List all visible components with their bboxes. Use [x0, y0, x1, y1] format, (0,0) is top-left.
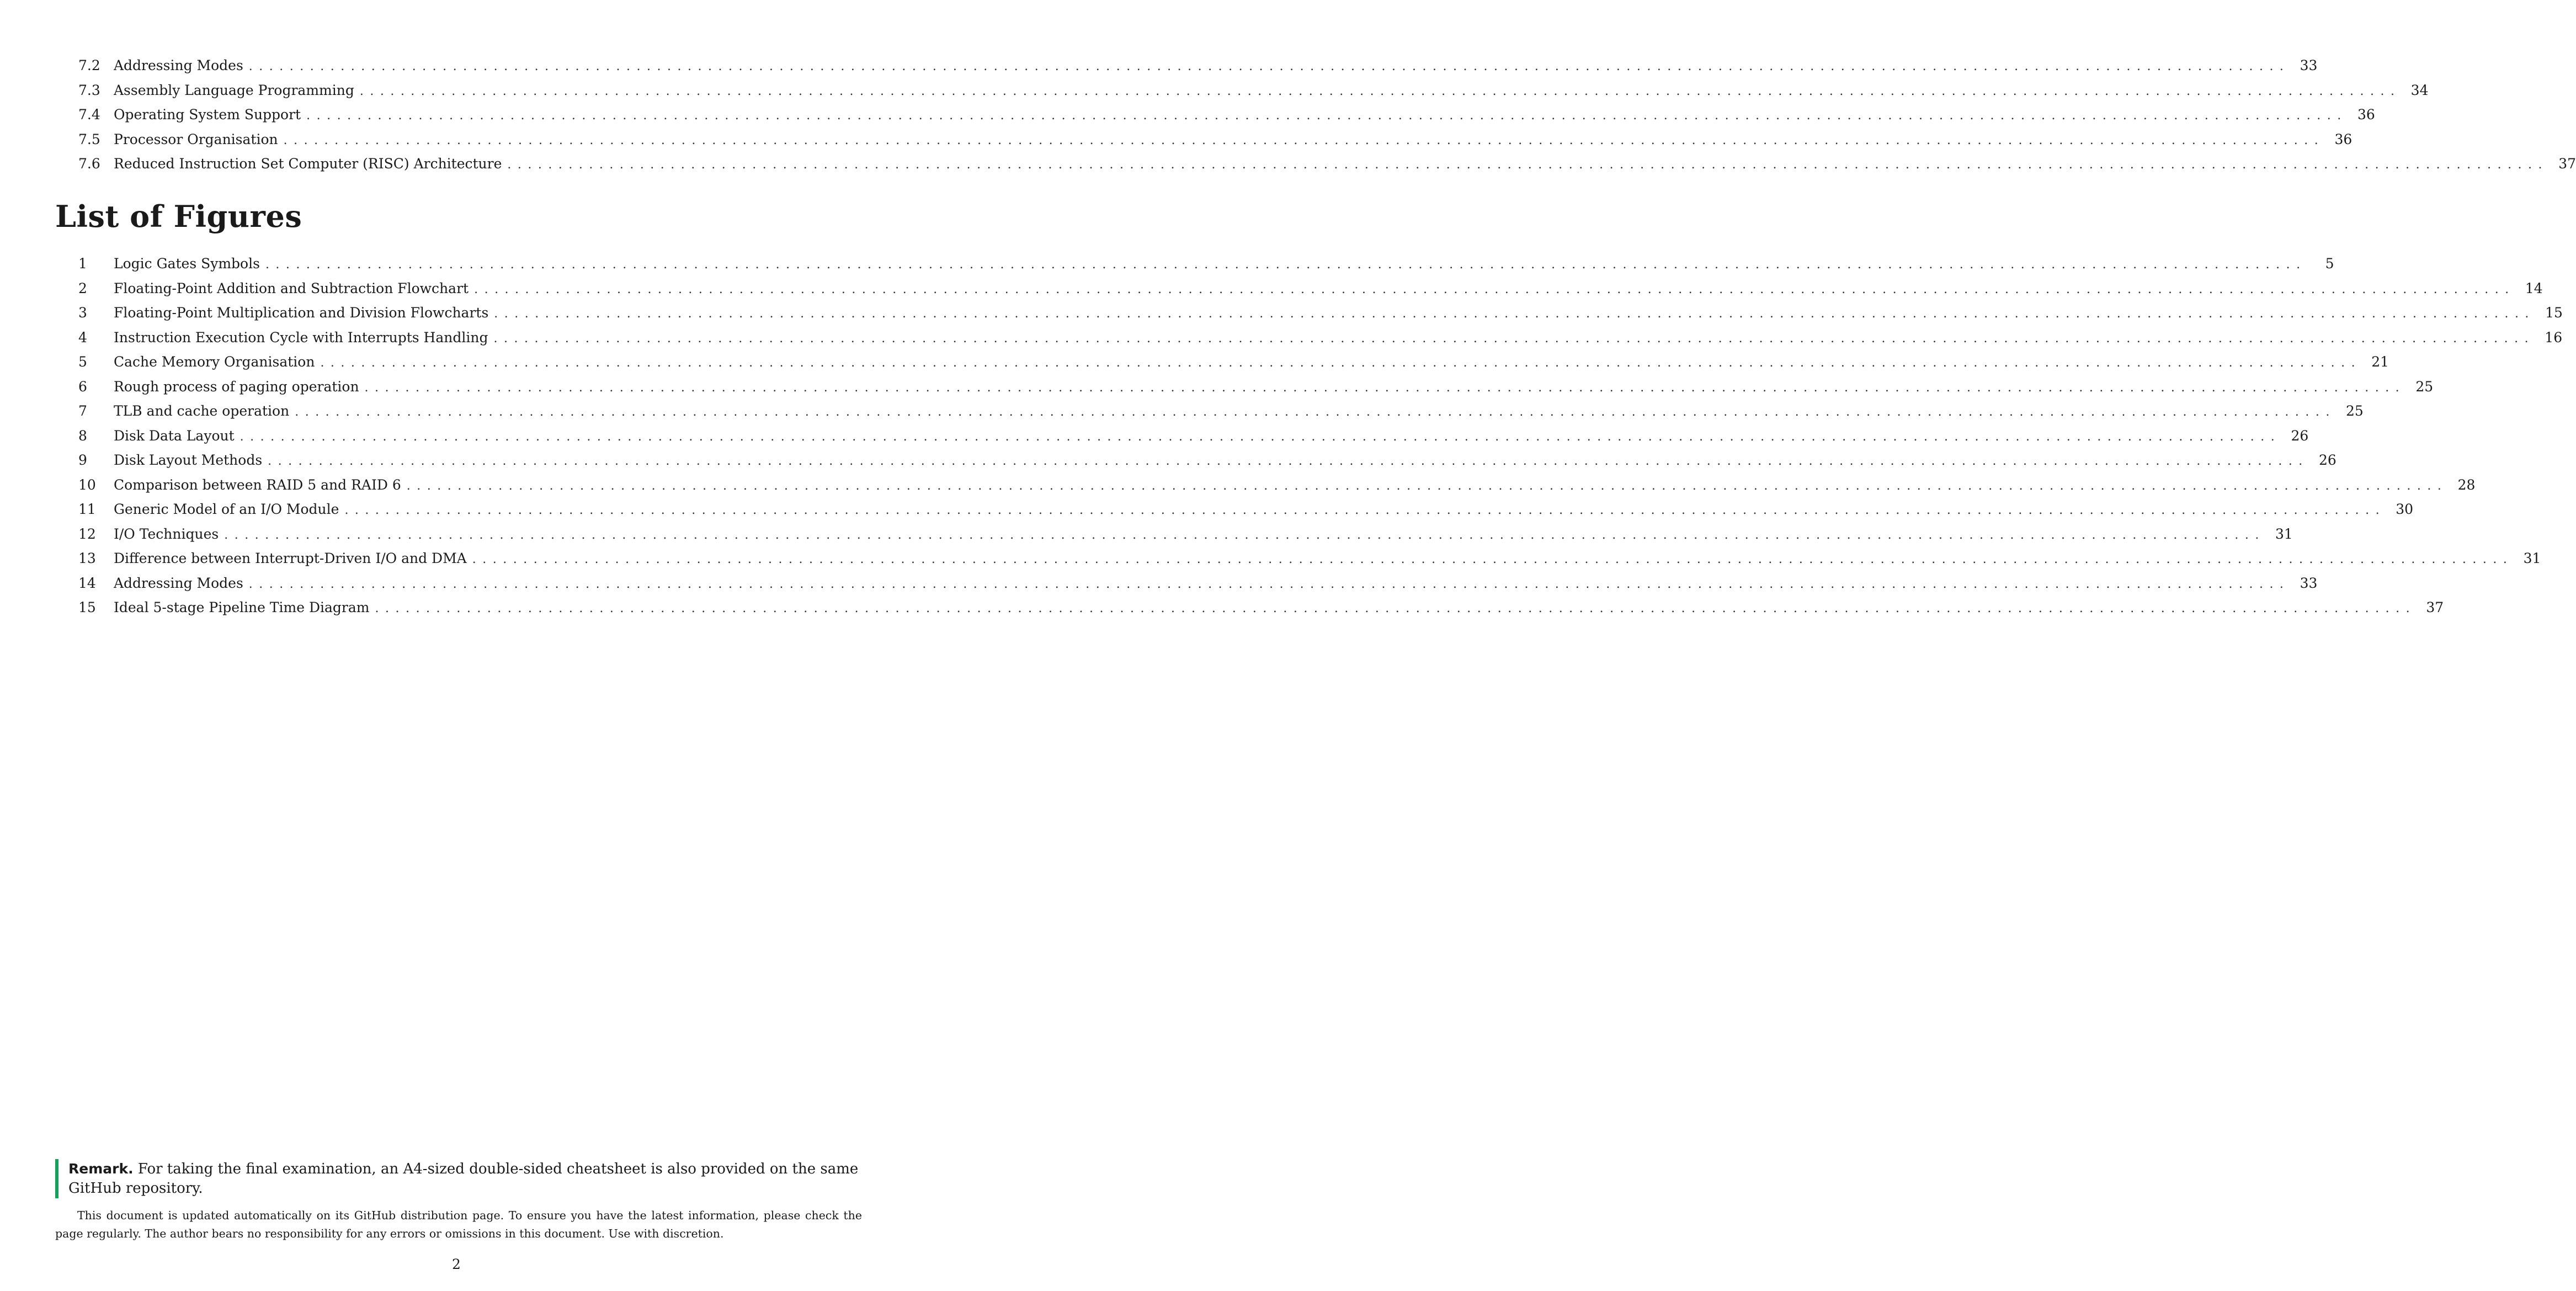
entry-number: 9 [78, 452, 87, 468]
dot-leader: ........................................................................................................................................................................................................ [239, 429, 2281, 444]
entry-number: 12 [78, 525, 96, 542]
entry-page-number: 36 [2357, 107, 2375, 123]
remark-box [55, 1159, 875, 1198]
entry-number: 7 [78, 403, 87, 419]
dot-leader: ........................................................................................................................................................................................................ [283, 133, 2325, 147]
figure-entry[interactable] [78, 350, 2389, 375]
dot-leader: ........................................................................................................................................................................................................ [265, 258, 2307, 272]
figure-entry[interactable] [78, 399, 2364, 424]
entry-page-number: 34 [2410, 82, 2429, 98]
entry-number: 1 [78, 256, 87, 272]
figure-entry[interactable] [78, 497, 2414, 522]
entry-number: 7.3 [78, 82, 100, 98]
toc-entry[interactable] [78, 152, 2576, 177]
dot-leader: ........................................................................................................................................................................................................ [493, 331, 2535, 346]
entry-number: 7.6 [78, 156, 100, 172]
entry-title: Ideal 5-stage Pipeline Time Diagram [114, 596, 375, 620]
dot-leader: ........................................................................................................................................................................................................ [295, 405, 2336, 419]
page-number: 2 [452, 1256, 461, 1272]
figure-entry[interactable] [78, 326, 2563, 350]
entry-page-number: 15 [2545, 305, 2563, 321]
entry-title: Assembly Language Programming [114, 78, 360, 103]
entry-number: 5 [78, 354, 87, 370]
entry-page-number: 37 [2558, 156, 2576, 172]
remark-label: Remark. [68, 1161, 134, 1177]
entry-title: Processor Organisation [114, 127, 284, 152]
list-of-figures [78, 252, 2563, 620]
entry-number: 8 [78, 427, 87, 444]
dot-leader: ........................................................................................................................................................................................................ [344, 503, 2386, 517]
dot-leader: ........................................................................................................................................................................................................ [472, 552, 2514, 566]
dot-leader: ........................................................................................................................................................................................................ [507, 158, 2549, 172]
figure-entry[interactable] [78, 448, 2337, 473]
entry-title: Disk Layout Methods [114, 448, 268, 473]
entry-page-number: 26 [2291, 427, 2309, 444]
entry-number: 11 [78, 501, 96, 517]
entry-page-number: 5 [2325, 256, 2334, 272]
entry-title: Floating-Point Addition and Subtraction Flowchart [114, 277, 474, 301]
table-of-contents-continued [78, 54, 2576, 177]
figure-entry[interactable] [78, 301, 2563, 326]
entry-title: Reduced Instruction Set Computer (RISC) Architecture [114, 152, 507, 177]
entry-number: 13 [78, 550, 96, 566]
dot-leader: ........................................................................................................................................................................................................ [306, 109, 2348, 123]
entry-title: Difference between Interrupt-Driven I/O and DMA [114, 546, 472, 571]
toc-entry[interactable] [78, 103, 2375, 127]
entry-title: Rough process of paging operation [114, 375, 365, 400]
entry-title: Instruction Execution Cycle with Interrupts Handling [114, 326, 493, 350]
entry-title: Addressing Modes [114, 54, 249, 78]
entry-number: 3 [78, 305, 87, 321]
entry-title: Cache Memory Organisation [114, 350, 320, 375]
figure-entry[interactable] [78, 522, 2293, 547]
entry-page-number: 36 [2334, 131, 2353, 147]
entry-page-number: 14 [2525, 280, 2543, 296]
entry-title: Addressing Modes [114, 571, 249, 596]
figure-entry[interactable] [78, 596, 2444, 620]
figure-entry[interactable] [78, 424, 2309, 449]
entry-number: 2 [78, 280, 87, 296]
entry-number: 6 [78, 378, 87, 395]
entry-title: I/O Techniques [114, 522, 224, 547]
entry-title: Generic Model of an I/O Module [114, 497, 344, 522]
dot-leader: ........................................................................................................................................................................................................ [474, 282, 2515, 296]
entry-page-number: 26 [2319, 452, 2337, 468]
remark-text: For taking the final examination, an A4-sized double-sided cheatsheet is also provided on the same GitHub repository. [68, 1161, 859, 1197]
entry-page-number: 21 [2371, 354, 2389, 370]
toc-entry[interactable] [78, 127, 2353, 152]
entry-number: 4 [78, 329, 87, 346]
entry-title: Comparison between RAID 5 and RAID 6 [114, 473, 407, 498]
dot-leader: ........................................................................................................................................................................................................ [320, 356, 2362, 370]
dot-leader: ........................................................................................................................................................................................................ [268, 454, 2309, 468]
entry-page-number: 28 [2457, 476, 2476, 493]
entry-page-number: 37 [2426, 599, 2444, 615]
entry-page-number: 31 [2523, 550, 2541, 566]
dot-leader: ........................................................................................................................................................................................................ [494, 307, 2535, 321]
figure-entry[interactable] [78, 277, 2543, 301]
dot-leader: ........................................................................................................................................................................................................ [375, 602, 2417, 615]
figure-entry[interactable] [78, 375, 2434, 400]
entry-number: 7.5 [78, 131, 100, 147]
dot-leader: ........................................................................................................................................................................................................ [248, 577, 2290, 591]
entry-number: 10 [78, 476, 96, 493]
entry-title: Logic Gates Symbols [114, 252, 265, 277]
dot-leader: ........................................................................................................................................................................................................ [364, 380, 2406, 395]
entry-title: Operating System Support [114, 103, 306, 127]
figure-entry[interactable] [78, 571, 2318, 596]
entry-number: 15 [78, 599, 96, 615]
entry-page-number: 31 [2275, 525, 2293, 542]
toc-entry[interactable] [78, 54, 2318, 78]
entry-title: TLB and cache operation [114, 399, 295, 424]
figure-entry[interactable] [78, 546, 2541, 571]
entry-page-number: 16 [2545, 329, 2563, 346]
disclaimer-text: This document is updated automatically on its GitHub distribution page. To ensure you have the latest information, please check the page regularly. The author bears no responsibility for any errors or omissions in this document. Use with discretion. [55, 1209, 862, 1240]
entry-page-number: 25 [2415, 378, 2434, 395]
dot-leader: ........................................................................................................................................................................................................ [406, 479, 2448, 493]
figure-entry[interactable] [78, 473, 2476, 498]
entry-page-number: 25 [2346, 403, 2364, 419]
list-of-figures-heading: List of Figures [55, 199, 302, 234]
entry-page-number: 33 [2300, 57, 2318, 73]
entry-page-number: 30 [2396, 501, 2414, 517]
figure-entry[interactable] [78, 252, 2334, 277]
entry-title: Disk Data Layout [114, 424, 240, 449]
dot-leader: ........................................................................................................................................................................................................ [359, 84, 2401, 98]
dot-leader: ........................................................................................................................................................................................................ [224, 528, 2265, 542]
entry-page-number: 33 [2300, 575, 2318, 591]
entry-number: 7.4 [78, 107, 100, 123]
dot-leader: ........................................................................................................................................................................................................ [248, 60, 2290, 73]
entry-number: 14 [78, 575, 96, 591]
toc-entry[interactable] [78, 78, 2429, 103]
entry-number: 7.2 [78, 57, 100, 73]
entry-title: Floating-Point Multiplication and Division Flowcharts [114, 301, 494, 326]
